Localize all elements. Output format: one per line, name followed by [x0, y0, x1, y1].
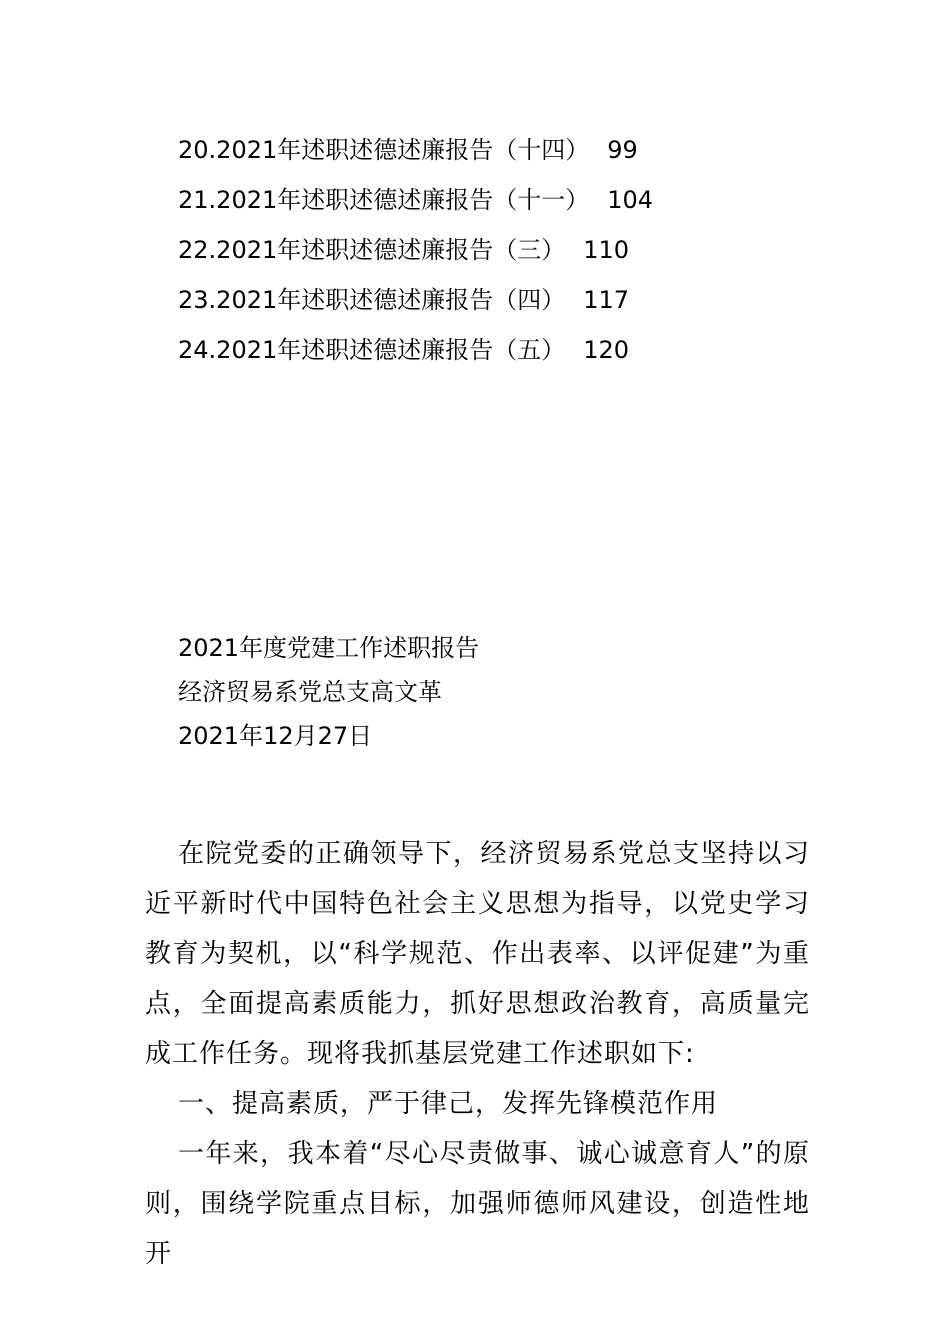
report-header	[178, 628, 878, 760]
toc-entry-page: 99	[607, 136, 638, 164]
toc-entry[interactable]	[178, 330, 878, 380]
toc-entry[interactable]	[178, 280, 878, 330]
toc-entry[interactable]	[178, 130, 878, 180]
report-title: 2021年度党建工作述职报告	[178, 634, 480, 662]
toc-entry-title: 24.2021年述职述德述廉报告（五）	[178, 336, 566, 364]
report-body	[145, 829, 810, 1279]
toc-entry-page: 110	[583, 236, 630, 264]
toc-entry-title: 20.2021年述职述德述廉报告（十四）	[178, 136, 590, 164]
toc-entry-title: 21.2021年述职述德述廉报告（十一）	[178, 186, 590, 214]
toc-entry-page: 104	[607, 186, 654, 214]
toc-entry-page: 117	[583, 286, 630, 314]
toc-entry[interactable]	[178, 230, 878, 280]
body-paragraph: 一年来，我本着“尽心尽责做事、诚心诚意育人”的原则，围绕学院重点目标，加强师德师风建设，创造性地开	[145, 1139, 810, 1269]
section-heading: 一、提高素质，严于律己，发挥先锋模范作用	[178, 1089, 719, 1119]
toc-entry-page: 120	[583, 336, 630, 364]
body-paragraph: 在院党委的正确领导下，经济贸易系党总支坚持以习近平新时代中国特色社会主义思想为指导，以党史学习教育为契机，以“科学规范、作出表率、以评促建”为重点，全面提高素质能力，抓好思想政治教育，高质量完成工作任务。现将我抓基层党建工作述职如下:	[145, 839, 810, 1069]
report-date: 2021年12月27日	[178, 722, 373, 750]
toc-entry-title: 22.2021年述职述德述廉报告（三）	[178, 236, 566, 264]
toc-entry-title: 23.2021年述职述德述廉报告（四）	[178, 286, 566, 314]
report-author: 经济贸易系党总支高文革	[178, 678, 442, 706]
table-of-contents	[178, 130, 878, 380]
toc-entry[interactable]	[178, 180, 878, 230]
